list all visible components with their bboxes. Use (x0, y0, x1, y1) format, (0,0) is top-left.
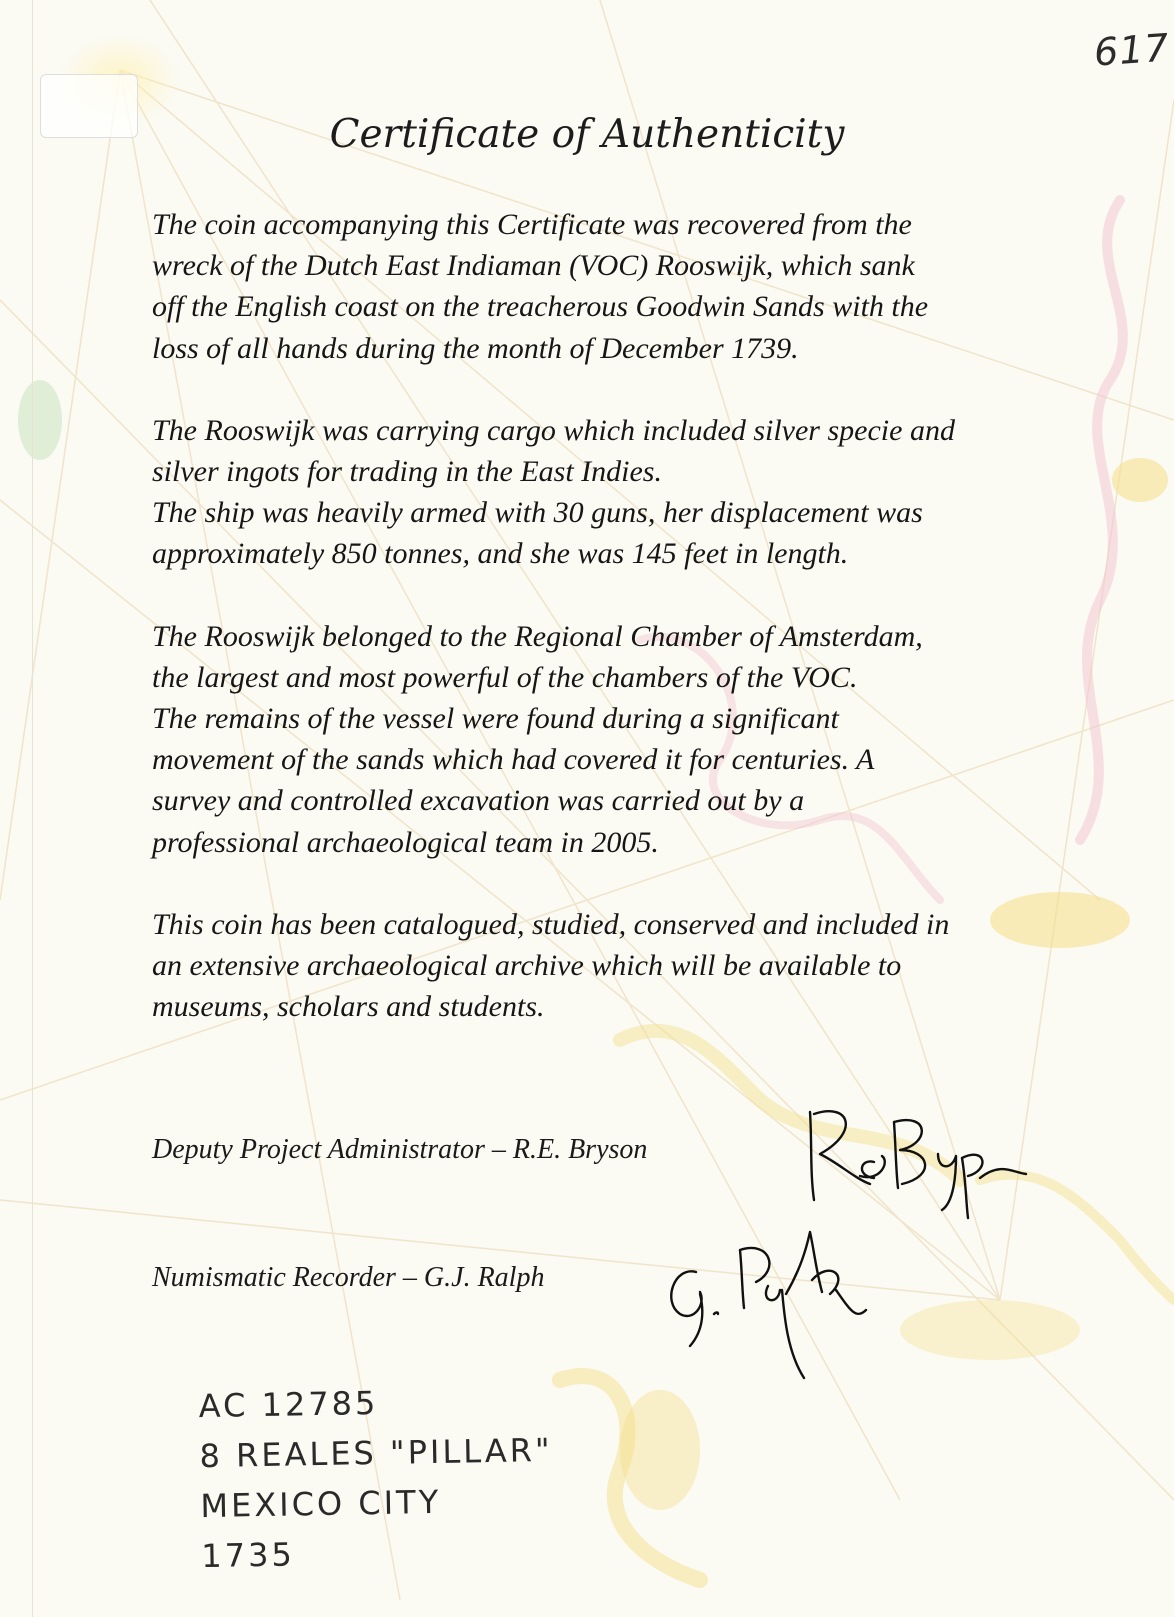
paragraph-cargo (152, 410, 1032, 575)
catalogue-number-note: AC 12785 (198, 1383, 379, 1426)
paragraph-recovery (152, 204, 1032, 369)
handwritten-notes (198, 1375, 555, 1581)
text-line: approximately 850 tonnes, and she was 145 feet in length. (152, 537, 849, 571)
deputy-administrator-line: Deputy Project Administrator – R.E. Bryson (152, 1134, 648, 1165)
text-line: wreck of the Dutch East Indiaman (VOC) Rooswijk, which sank (152, 249, 915, 283)
text-line: off the English coast on the treacherous Goodwin Sands with the (152, 290, 929, 324)
text-line: This coin has been catalogued, studied, conserved and included in (152, 907, 950, 941)
text-line: The Rooswijk was carrying cargo which included silver specie and (152, 413, 955, 447)
text-line: survey and controlled excavation was carried out by a (152, 784, 805, 818)
paragraph-archive (152, 904, 1032, 1028)
text-line: The ship was heavily armed with 30 guns, her displacement was (152, 496, 923, 530)
coin-denomination-note: 8 REALES "PILLAR" (199, 1430, 553, 1476)
mint-location-note: MEXICO CITY (200, 1482, 442, 1526)
text-line: silver ingots for trading in the East Indies. (152, 455, 662, 489)
text-line: museums, scholars and students. (152, 990, 545, 1024)
text-line: The coin accompanying this Certificate was recovered from the (152, 208, 912, 241)
page-number: 617 (1093, 25, 1172, 75)
certificate-title: Certificate of Authenticity (329, 112, 845, 157)
text-line: loss of all hands during the month of December 1739. (152, 331, 799, 365)
text-line: an extensive archaeological archive which will be available to (152, 949, 902, 983)
numismatic-recorder-line: Numismatic Recorder – G.J. Ralph (152, 1262, 545, 1293)
text-line: The Rooswijk belonged to the Regional Chamber of Amsterdam, (152, 619, 923, 653)
text-line: The remains of the vessel were found during a significant (152, 702, 839, 736)
coin-year-note: 1735 (201, 1535, 296, 1576)
text-line: professional archaeological team in 2005. (152, 825, 659, 859)
text-line: movement of the sands which had covered it for centuries. A (152, 743, 875, 777)
certificate-body (152, 204, 1032, 1068)
deputy-signature (790, 1092, 1030, 1222)
numismatic-signature (660, 1210, 900, 1380)
paragraph-history (152, 616, 1032, 863)
text-line: the largest and most powerful of the chambers of the VOC. (152, 660, 858, 694)
